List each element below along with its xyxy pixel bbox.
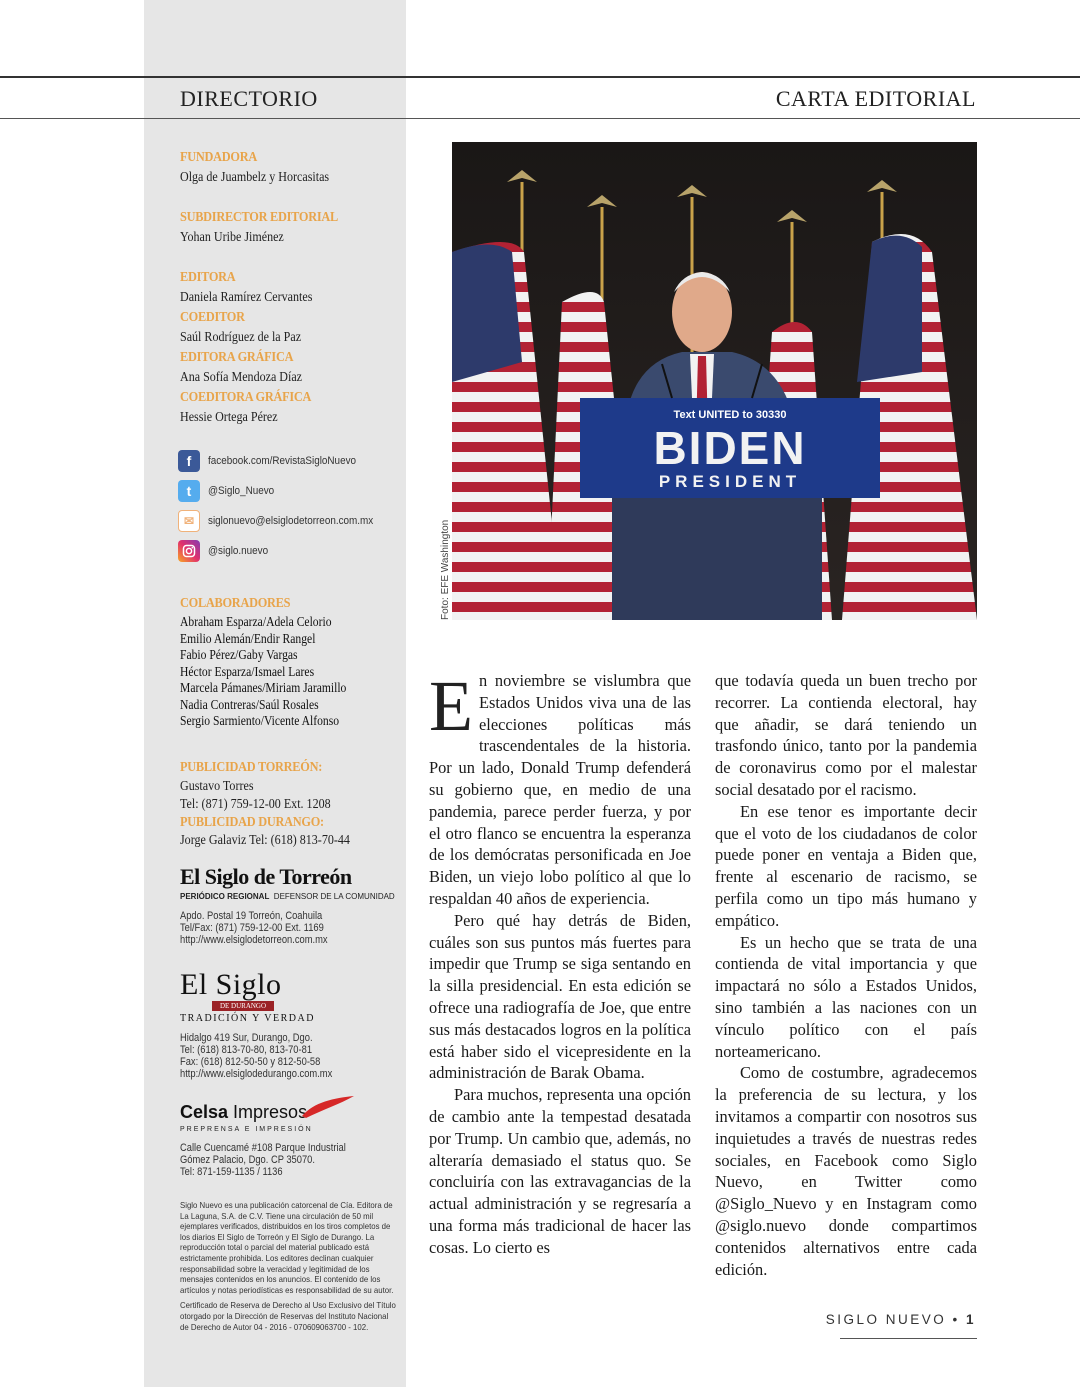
social-facebook[interactable]	[178, 446, 398, 476]
celsa-logo-light: Impresos	[228, 1102, 308, 1122]
staff-name: Olga de Juambelz y Horcasitas	[180, 170, 330, 185]
staff-name: Hessie Ortega Pérez	[180, 410, 278, 425]
address-line: Tel: 871-159-1135 / 1136	[180, 1166, 283, 1178]
staff-name: Saúl Rodríguez de la Paz	[180, 330, 302, 345]
address-line: Gómez Palacio, Dgo. CP 35070.	[180, 1154, 315, 1166]
twitter-icon: t	[178, 480, 200, 502]
siglo-torreon-logo: El Siglo de Torreón	[180, 864, 352, 889]
footer-magazine: SIGLO NUEVO	[825, 1312, 947, 1327]
siglo-durango-tagline: TRADICIÓN Y VERDAD	[180, 1013, 315, 1024]
article-paragraph-5: En ese tenor es importante decir que el voto de los ciudadanos de color puede poner en ventaja a Biden que, frente al escenario de racismo, se perfila como un tipo más humano y empático.	[715, 801, 977, 930]
collaborator: Abraham Esparza/Adela Celorio	[180, 614, 332, 629]
sign-top-text: Text UNITED to 30330	[673, 409, 787, 421]
staff-role: EDITORA	[180, 270, 236, 285]
article-column-2	[715, 670, 977, 1280]
article-paragraph-7: Como de costumbre, agradecemos la preferencia de su lectura, y los invitamos a compartir con nosotros sus inquietudes a través de nuestras redes sociales, en Facebook como Siglo Nuevo, en Twitter como @Siglo_Nuevo y en Instagram como @siglo.nuevo donde compartimos contenidos alternativos entre cada edición.	[715, 1063, 977, 1279]
staff-role: COEDITORA GRÁFICA	[180, 390, 312, 405]
article-paragraph-1-text: n noviembre se vislumbra que Estados Unidos viva una de las elecciones políticas más trascendentales de la historia. Por un lado, Donald Trump defenderá su gobierno que, en medio de una pandemia, parece perder fuerza, y por el otro flanco se encuentra la esperanza de los demócratas personificada en Joe Biden, un viejo lobo político al que lo respaldan 40 años de experiencia.	[429, 671, 691, 908]
celsa-logo-bold: Celsa	[180, 1102, 229, 1122]
article-column-1	[429, 666, 691, 1259]
article-paragraph-6: Es un hecho que se trata de una contienda de vital importancia y que impactará no sólo a Estados Unidos, sino también a las naciones con un vínculo político con el país norteamericano.	[715, 932, 977, 1061]
address-line: Hidalgo 419 Sur, Durango, Dgo.	[180, 1032, 313, 1044]
legal-certificate: Certificado de Reserva de Derecho al Uso Exclusivo del Título otorgado por la Dirección de Reservas del Instituto Nacional de Derecho de Autor 04 - 2016 - 070609063700 - 102.	[180, 1300, 396, 1332]
legal-notice	[180, 1200, 398, 1332]
advertising-durango-contact: Jorge Galaviz Tel: (618) 813-70-44	[180, 833, 350, 848]
siglo-durango-address	[180, 1032, 400, 1080]
sign-name-text: BIDEN	[653, 422, 807, 474]
social-twitter-text: @Siglo_Nuevo	[208, 485, 275, 497]
instagram-icon	[178, 540, 200, 562]
collaborator: Nadia Contreras/Saúl Rosales	[180, 696, 319, 712]
article-paragraph-4: que todavía queda un buen trecho por recorrer. La contienda electoral, hay que añadir, se dará teniendo un trasfondo único, tanto por la pandemia de coronavirus como por el malestar social desatado por el racismo.	[715, 671, 977, 799]
staff-role: COEDITOR	[180, 310, 245, 325]
address-line: Calle Cuencamé #108 Parque Industrial	[180, 1142, 346, 1154]
collaborators	[180, 594, 400, 730]
staff-name: Yohan Uribe Jiménez	[180, 230, 284, 245]
staff-role: FUNDADORA	[180, 150, 258, 165]
social-email[interactable]	[178, 506, 398, 536]
celsa-address	[180, 1142, 400, 1178]
advertising-torreon-label: PUBLICIDAD TORREÓN:	[180, 760, 323, 775]
staff-name: Ana Sofía Mendoza Díaz	[180, 370, 303, 385]
social-email-text: siglonuevo@elsiglodetorreon.com.mx	[208, 515, 374, 527]
social-twitter[interactable]	[178, 476, 398, 506]
email-icon: ✉	[178, 510, 200, 532]
collaborator: Marcela Pámanes/Miriam Jaramillo	[180, 680, 347, 695]
address-line: Tel/Fax: (871) 759-12-00 Ext. 1169	[180, 922, 324, 934]
siglo-durango-logo: El Siglo	[180, 968, 282, 1001]
social-links	[178, 446, 398, 566]
advertising-durango-label: PUBLICIDAD DURANGO:	[180, 815, 324, 830]
staff-founder	[180, 148, 400, 188]
advertising-torreon-phone: Tel: (871) 759-12-00 Ext. 1208	[180, 797, 331, 812]
collaborator: Sergio Sarmiento/Vicente Alfonso	[180, 713, 340, 728]
advertising	[180, 758, 400, 850]
address-line: Tel: (618) 813-70-80, 813-70-81	[180, 1044, 313, 1056]
editorial-heading: CARTA EDITORIAL	[775, 86, 976, 111]
header-rule-bottom	[0, 118, 1080, 119]
collaborator: Emilio Alemán/Endir Rangel	[180, 630, 316, 646]
photo-biden-podium	[452, 142, 977, 620]
page-number: 1	[965, 1312, 976, 1327]
footer-separator: •	[952, 1312, 960, 1327]
staff-role: EDITORA GRÁFICA	[180, 350, 294, 365]
staff-subdirector	[180, 208, 400, 248]
photo-credit: Foto: EFE Washington	[440, 519, 451, 620]
siglo-torreon-tagline	[180, 892, 395, 901]
page-footer	[826, 1312, 976, 1327]
advertising-torreon-name: Gustavo Torres	[180, 779, 254, 794]
article-paragraph-3: Para muchos, representa una opción de cambio ante la tempestad desatada por Trump. Un cambio que, además, no alteraría demasiado el status quo. Se concluiría con las extravagancias de la actual administración y se regresaría a una forma más tradicional de hacer las cosas. Lo cierto es	[429, 1085, 691, 1257]
collaborators-label: COLABORADORES	[180, 596, 291, 611]
drop-cap: E	[429, 666, 473, 746]
social-instagram[interactable]	[178, 536, 398, 566]
address-line: Fax: (618) 812-50-50 y 812-50-58	[180, 1056, 321, 1068]
directory-heading: DIRECTORIO	[180, 86, 318, 111]
celsa-tagline: PREPRENSA E IMPRESIÓN	[180, 1126, 313, 1133]
social-facebook-text: facebook.com/RevistaSigloNuevo	[208, 455, 357, 467]
address-line: http://www.elsiglodetorreon.com.mx	[180, 934, 328, 946]
article-paragraph-1	[429, 666, 691, 910]
siglo-durango-band: DE DURANGO	[212, 1001, 274, 1011]
header-rule-top	[0, 76, 1080, 78]
address-line: Apdo. Postal 19 Torreón, Coahuila	[180, 910, 323, 922]
celsa-logo	[180, 1102, 307, 1123]
staff-name: Daniela Ramírez Cervantes	[180, 290, 313, 305]
celsa-swoosh-icon	[300, 1094, 356, 1120]
siglo-torreon-tagline-bold: PERIÓDICO REGIONAL	[180, 892, 270, 901]
sign-sub-text: PRESIDENT	[658, 472, 802, 491]
staff-editors	[180, 268, 400, 428]
social-instagram-text: @siglo.nuevo	[208, 545, 269, 557]
siglo-torreon-tagline-text: DEFENSOR DE LA COMUNIDAD	[273, 892, 395, 901]
article-paragraph-2: Pero qué hay detrás de Biden, cuáles son sus puntos más fuertes para impedir que Trump se siga sentando en la silla presidencial. En esta edición se ofrece una radiografía de Joe, que entre sus más destacados logros en la política está haber sido el vicepresidente en la administración de Barak Obama.	[429, 910, 691, 1083]
siglo-torreon-address	[180, 910, 400, 946]
address-line: http://www.elsiglodedurango.com.mx	[180, 1068, 333, 1080]
collaborator: Fabio Pérez/Gaby Vargas	[180, 647, 298, 662]
staff-role: SUBDIRECTOR EDITORIAL	[180, 210, 338, 225]
footer-rule	[840, 1338, 977, 1339]
collaborator: Héctor Esparza/Ismael Lares	[180, 663, 315, 679]
facebook-icon: f	[178, 450, 200, 472]
legal-paragraph: Siglo Nuevo es una publicación catorcenal de Cía. Editora de La Laguna, S.A. de C.V. Tiene una circulación de 50 mil ejemplares verificados, distribuidos en los tiros completos de los diarios El Siglo de Torreón y El Siglo de Durango. La reproducción total o parcial del material publicado está estrictamente prohibida. Los editores declinan cualquier responsabilidad sobre la veracidad y legitimidad de los mensajes contenidos en los anuncios. El contenido de los artículos y notas periodísticas es responsabilidad de su autor.	[180, 1200, 394, 1295]
